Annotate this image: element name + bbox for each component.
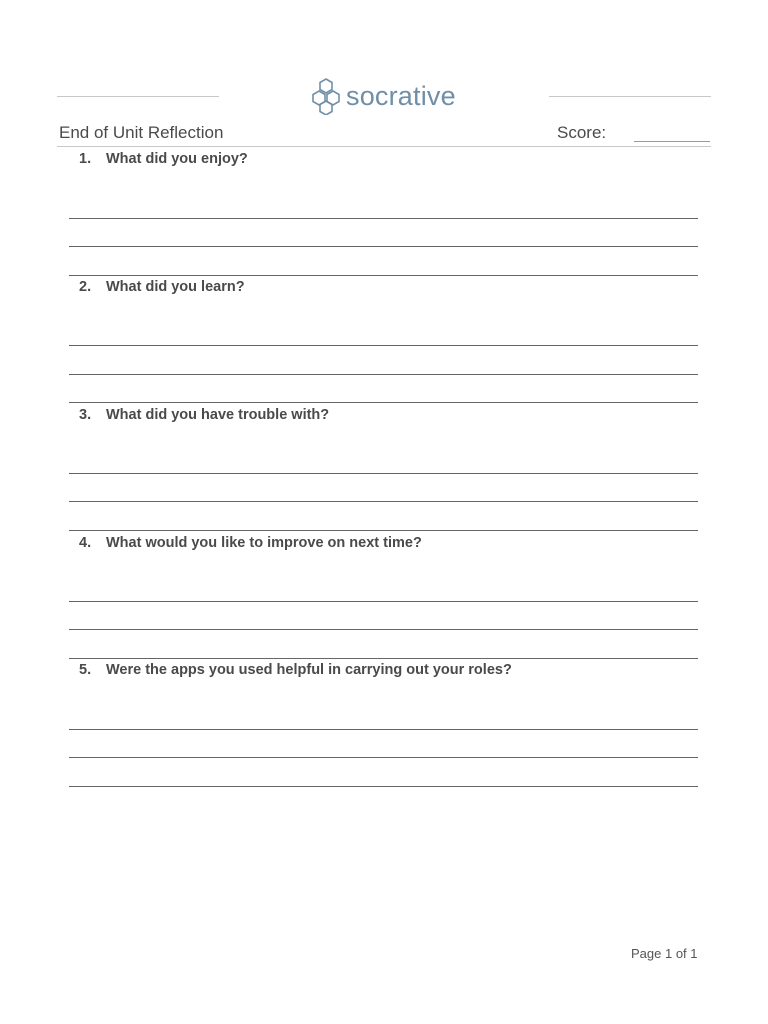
- header-rule-right: [549, 96, 711, 97]
- score-label: Score:: [557, 123, 607, 142]
- worksheet-title: End of Unit Reflection: [59, 123, 224, 142]
- question-number: 2.: [79, 279, 92, 295]
- answer-line[interactable]: [69, 246, 698, 247]
- question-5: [79, 662, 512, 678]
- socrative-logo: [309, 76, 456, 116]
- question-2: [79, 279, 245, 295]
- answer-line[interactable]: [69, 402, 698, 403]
- answer-line[interactable]: [69, 345, 698, 346]
- question-3: [79, 407, 329, 423]
- question-text: What did you learn?: [106, 279, 245, 295]
- score-blank-line[interactable]: [634, 141, 710, 142]
- answer-line[interactable]: [69, 275, 698, 276]
- page-number: Page 1 of 1: [631, 946, 698, 961]
- answer-line[interactable]: [69, 374, 698, 375]
- question-text: What would you like to improve on next time?: [106, 535, 422, 551]
- question-1: [79, 151, 248, 167]
- answer-line[interactable]: [69, 629, 698, 630]
- question-number: 5.: [79, 662, 92, 678]
- question-number: 3.: [79, 407, 92, 423]
- question-text: Were the apps you used helpful in carrying out your roles?: [106, 662, 512, 678]
- logo-wordmark: socrative: [346, 80, 456, 111]
- header-rule-left: [57, 96, 219, 97]
- answer-line[interactable]: [69, 658, 698, 659]
- answer-line[interactable]: [69, 501, 698, 502]
- answer-line[interactable]: [69, 729, 698, 730]
- answer-line[interactable]: [69, 530, 698, 531]
- question-number: 1.: [79, 151, 92, 167]
- title-divider: [57, 146, 711, 147]
- answer-line[interactable]: [69, 473, 698, 474]
- answer-line[interactable]: [69, 786, 698, 787]
- question-text: What did you have trouble with?: [106, 407, 330, 423]
- answer-line[interactable]: [69, 757, 698, 758]
- question-text: What did you enjoy?: [106, 151, 248, 167]
- question-number: 4.: [79, 535, 92, 551]
- question-4: [79, 535, 422, 551]
- answer-line[interactable]: [69, 601, 698, 602]
- hexagon-cluster-icon: [309, 77, 343, 115]
- answer-line[interactable]: [69, 218, 698, 219]
